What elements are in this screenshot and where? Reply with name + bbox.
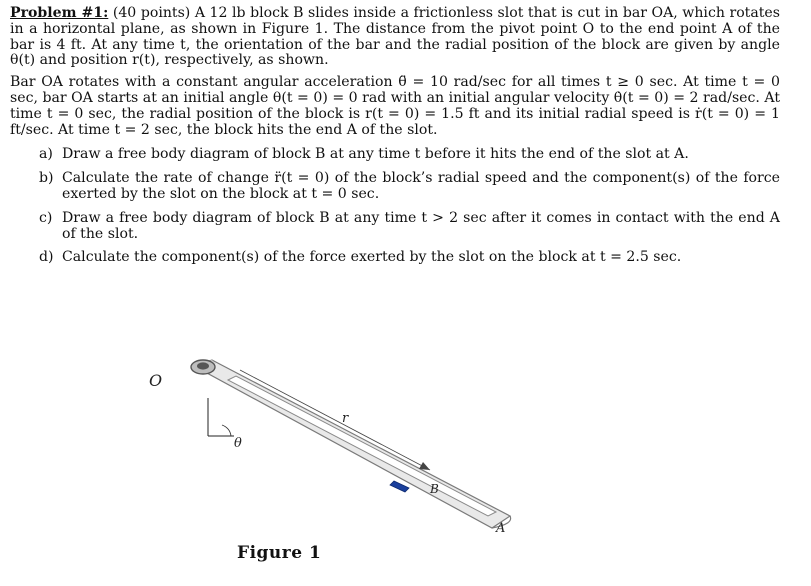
question-label: d) (39, 249, 54, 266)
question-list (10, 147, 780, 266)
question-b (10, 171, 780, 203)
question-text: Calculate the component(s) of the force exerted by the slot on the block at t = 2.5 sec. (62, 249, 682, 266)
intro-paragraph-2 (10, 75, 780, 138)
question-d (10, 250, 780, 266)
question-c (10, 211, 780, 243)
question-text: Draw a free body diagram of block B at any time t > 2 sec after it comes in contact with the end A of the slot. (62, 209, 780, 242)
radial-position-arrow (240, 370, 430, 470)
label-theta: θ (234, 436, 242, 451)
intro-text-1: (40 points) A 12 lb block B slides inside a frictionless slot that is cut in bar OA, which rotates in a horizontal plane, as shown in Figure 1. The distance from the pivot point O to the end point A of the bar is 4 ft. At any time t, the orientation of the bar and the radial position of the block are given by angle θ(t) and position r(t), respectively, as shown. (10, 5, 780, 69)
pivot (191, 360, 215, 374)
slotted-bar-figure (140, 352, 520, 542)
problem-title: Problem #1: (10, 5, 109, 21)
intro-paragraph-1 (10, 6, 780, 69)
label-o: O (149, 371, 163, 390)
question-text: Draw a free body diagram of block B at any time t before it hits the end of the slot at A. (62, 146, 689, 163)
label-a: A (496, 521, 506, 536)
angle-reference (208, 398, 234, 436)
block-b (390, 481, 409, 492)
label-r: r (342, 411, 349, 426)
figure-caption: Figure 1 (237, 543, 322, 563)
question-label: c) (39, 209, 53, 226)
problem-text (10, 6, 780, 274)
question-text: Calculate the rate of change r̈(t = 0) of the block’s radial speed and the component(s) of the force exerted by the slot on the block at t = 0 sec. (62, 170, 780, 202)
question-a (10, 147, 780, 163)
intro-text-2: Bar OA rotates with a constant angular acceleration θ̈ = 10 rad/sec for all times t ≥ 0 sec. At time t = 0 sec, bar OA starts at an initial angle θ(t = 0) = 0 rad with an initial angular velocity θ̇(t = 0) = 2 rad/sec. At time t = 0 sec, the radial position of the block is r(t = 0) = 1.5 ft and its initial radial speed is ṙ(t = 0) = 1 ft/sec. At time t = 2 sec, the block hits the end A of the slot. (10, 74, 780, 138)
slot (228, 376, 496, 516)
question-label: a) (39, 146, 53, 163)
question-label: b) (39, 170, 54, 187)
label-b: B (430, 482, 439, 496)
